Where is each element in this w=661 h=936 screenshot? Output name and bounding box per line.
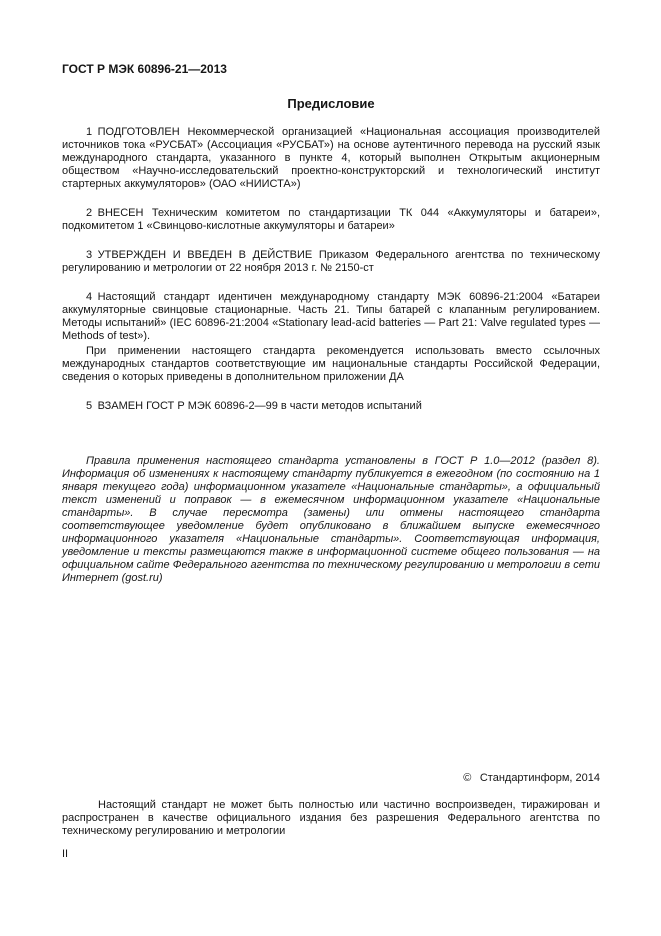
page-title: Предисловие [287, 96, 375, 111]
reproduction-restriction: Настоящий стандарт не может быть полностью или частично воспроизведен, тиражирован и распространен в качестве официального издания без разрешения Федерального агентства по техническому регулированию и метрологии [62, 799, 600, 837]
foreword-item-4: 4 Настоящий стандарт идентичен международному стандарту МЭК 60896-21:2004 «Батареи аккумуляторные свинцовые стационарные. Часть 21. Типы батарей с клапанным регулированием. Методы испытаний» (IEC 60896-21:2004 «Stationary lead-acid batteries — Part 21: Valve regulated types — Methods of test»). [62, 291, 600, 342]
foreword-item-2: 2 ВНЕСЕН Техническим комитетом по стандартизации ТК 044 «Аккумуляторы и батареи», подкомитетом 1 «Свинцово-кислотные аккумуляторы и батареи» [62, 207, 600, 232]
page-number: II [62, 848, 69, 860]
foreword-item-1: 1 ПОДГОТОВЛЕН Некоммерческой организацией «Национальная ассоциация производителей источников тока «РУСБАТ» (Ассоциация «РУСБАТ») на основе аутентичного перевода на русский язык международного стандарта, указанного в пункте 4, который выполнен Открытым акционерным обществом «Научно-исследовательский проектно-конструкторский и технологический институт стартерных аккумуляторов» (ОАО «НИИСТА») [62, 126, 600, 190]
foreword-item-5: 5 ВЗАМЕН ГОСТ Р МЭК 60896-2—99 в части методов испытаний [86, 400, 422, 412]
application-rules-note: Правила применения настоящего стандарта установлены в ГОСТ Р 1.0—2012 (раздел 8). Информация об изменениях к настоящему стандарту публикуется в ежегодном (по состоянию на 1 января текущего года) информационном указателе «Национальные стандарты», а официальный текст изменений и поправок — в ежемесячном информационном указателе «Национальные стандарты». В случае пересмотра (замены) или отмены настоящего стандарта соответствующее уведомление будет опубликовано в ближайшем выпуске ежемесячного информационного указателя «Национальные стандарты». Соответствующая информация, уведомление и тексты размещаются также в информационной системе общего пользования — на официальном сайте Федерального агентства по техническому регулированию и метрологии в сети Интернет (gost.ru) [62, 455, 600, 584]
foreword-item-4-continuation: При применении настоящего стандарта рекомендуется использовать вместо ссылочных международных стандартов соответствующие им национальные стандарты Российской Федерации, сведения о которых приведены в дополнительном приложении ДА [62, 345, 600, 383]
foreword-content [62, 62, 600, 585]
foreword-item-3: 3 УТВЕРЖДЕН И ВВЕДЕН В ДЕЙСТВИЕ Приказом Федерального агентства по техническому регулированию и метрологии от 22 ноября 2013 г. № 2150-ст [62, 249, 600, 274]
page-footer-block [62, 772, 600, 838]
copyright-line: © Стандартинформ, 2014 [463, 772, 600, 784]
document-code: ГОСТ Р МЭК 60896-21—2013 [62, 62, 227, 76]
